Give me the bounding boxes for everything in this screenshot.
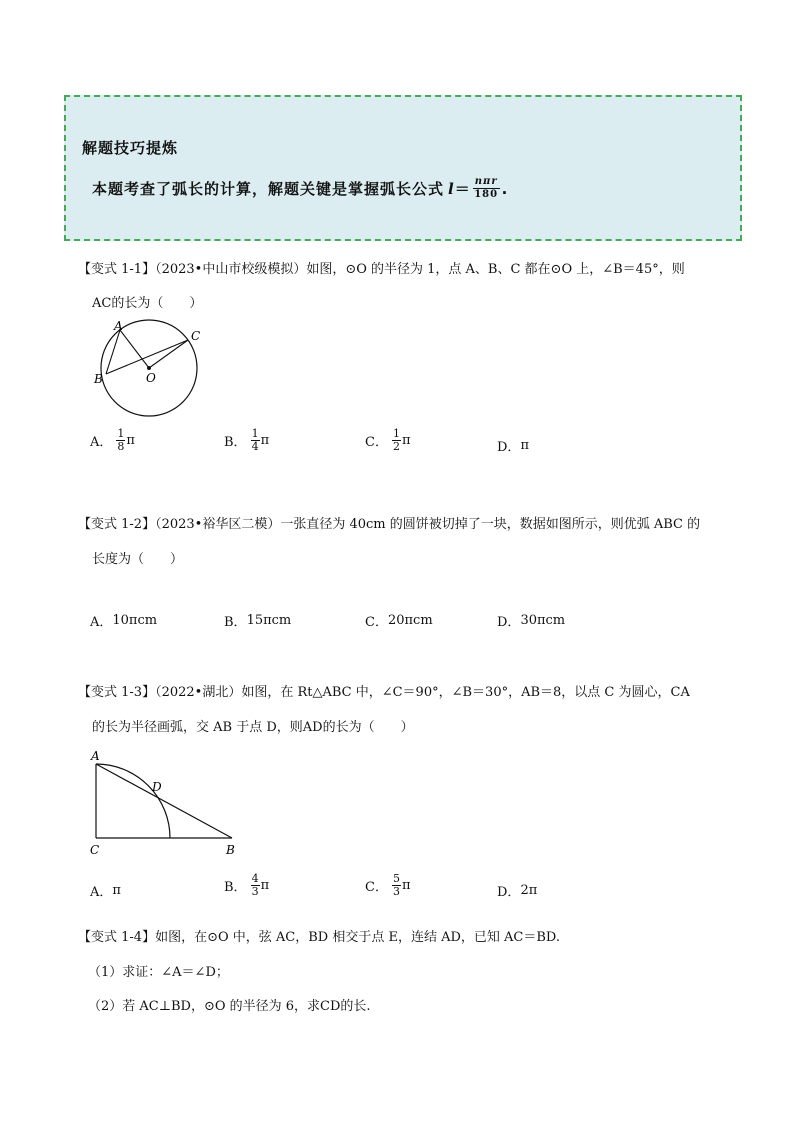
option-fraction: 4 3 bbox=[251, 872, 259, 898]
q3-label-d: D bbox=[152, 780, 162, 794]
option-letter: C． bbox=[365, 615, 388, 630]
q3-label-a: A bbox=[91, 749, 100, 763]
formula-var: l bbox=[448, 179, 455, 198]
option-text: 20πcm bbox=[387, 613, 433, 628]
option-letter: D． bbox=[497, 615, 521, 630]
q3-label-b: B bbox=[226, 843, 235, 857]
q4-part-1: （1）求证：∠A＝∠D； bbox=[88, 965, 229, 980]
q2-option-b[interactable] bbox=[224, 611, 291, 630]
formula-eq: ＝ bbox=[454, 180, 471, 198]
option-letter: A． bbox=[90, 615, 113, 630]
q4-stem: 【变式 1-4】如图，在⊙O 中，弦 AC，BD 相交于点 E，连结 AD，已知 AC＝BD. bbox=[78, 930, 561, 945]
option-letter: D． bbox=[497, 440, 521, 455]
q1-option-a[interactable] bbox=[90, 428, 135, 453]
q3-option-d[interactable] bbox=[497, 881, 537, 900]
q1-stem-2: AC的长为（ ） bbox=[92, 296, 203, 311]
tip-body-text: 本题考查了弧长的计算，解题关键是掌握弧长公式 bbox=[92, 180, 445, 198]
formula-numerator: nπr bbox=[474, 176, 498, 187]
q3-stem-2: 的长为半径画弧，交 AB 于点 D，则AD的长为（ ） bbox=[92, 720, 414, 735]
q1-label-b: B bbox=[94, 372, 103, 386]
option-fraction: 1 4 bbox=[251, 427, 259, 453]
option-suffix: π bbox=[126, 433, 135, 448]
option-letter: B． bbox=[224, 435, 247, 450]
q3-label-c: C bbox=[90, 843, 100, 857]
formula-period: . bbox=[501, 179, 509, 198]
q3-option-a[interactable] bbox=[90, 881, 121, 900]
option-fraction: 1 2 bbox=[392, 427, 400, 453]
option-suffix: π bbox=[260, 878, 270, 893]
q4-part-2: （2）若 AC⊥BD，⊙O 的半径为 6，求CD的长. bbox=[88, 999, 371, 1014]
q2-stem-2: 长度为（ ） bbox=[92, 552, 184, 567]
q1-label-o: O bbox=[146, 371, 156, 385]
q3-option-c[interactable] bbox=[365, 873, 411, 898]
option-text: π bbox=[520, 438, 529, 453]
option-text: 30πcm bbox=[520, 613, 566, 628]
option-letter: C． bbox=[365, 880, 388, 895]
q3-option-b[interactable] bbox=[224, 873, 269, 898]
q2-option-c[interactable] bbox=[365, 611, 433, 630]
option-suffix: π bbox=[401, 433, 411, 448]
tip-title: 解题技巧提炼 bbox=[82, 139, 179, 157]
option-letter: C． bbox=[365, 435, 388, 450]
q3-stem: 【变式 1-3】（2022•湖北）如图，在 Rt△ABC 中，∠C＝90°，∠B＝30°，AB＝8，以点 C 为圆心，CA bbox=[78, 685, 690, 700]
option-fraction: 1 8 bbox=[117, 427, 125, 453]
option-text: 2π bbox=[520, 883, 538, 898]
option-letter: D． bbox=[497, 885, 521, 900]
formula-denominator: 180 bbox=[474, 189, 499, 200]
option-letter: B． bbox=[224, 615, 247, 630]
q1-label-c: C bbox=[191, 329, 201, 343]
q3-triangle-figure bbox=[86, 746, 246, 862]
q1-stem: 【变式 1-1】（2023•中山市校级模拟）如图，⊙O 的半径为 1，点 A、B、C 都在⊙O 上，∠B＝45°，则 bbox=[78, 262, 685, 277]
q1-option-d[interactable] bbox=[497, 436, 529, 455]
option-letter: B． bbox=[224, 880, 247, 895]
option-suffix: π bbox=[260, 433, 270, 448]
option-letter: A． bbox=[90, 435, 113, 450]
q1-circle-figure bbox=[90, 316, 220, 420]
q2-option-a[interactable] bbox=[90, 611, 157, 630]
q2-option-d[interactable] bbox=[497, 611, 565, 630]
tip-body bbox=[92, 176, 508, 201]
q2-stem: 【变式 1-2】（2023•裕华区二模）一张直径为 40cm 的圆饼被切掉了一块，数据如图所示，则优弧 ABC 的 bbox=[78, 517, 701, 532]
option-text: 15πcm bbox=[246, 613, 292, 628]
q1-option-b[interactable] bbox=[224, 428, 269, 453]
option-fraction: 5 3 bbox=[392, 872, 400, 898]
formula-fraction bbox=[473, 176, 500, 201]
q1-option-c[interactable] bbox=[365, 428, 411, 453]
q1-label-a: A bbox=[114, 319, 123, 333]
option-text: 10πcm bbox=[112, 613, 158, 628]
tip-box bbox=[64, 95, 742, 241]
option-suffix: π bbox=[401, 878, 411, 893]
option-text: π bbox=[112, 883, 121, 898]
option-letter: A． bbox=[90, 885, 113, 900]
